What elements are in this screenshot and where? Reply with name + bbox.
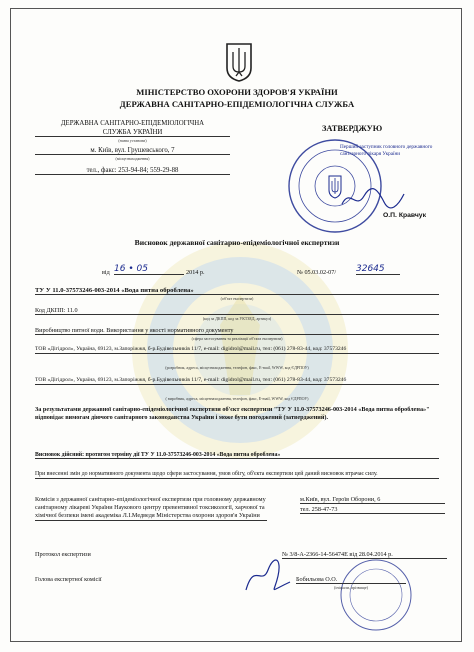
issuer-address-caption: (місцезнаходження) — [115, 156, 150, 161]
head-name: Бобильова О.О. — [296, 576, 406, 584]
object-manufacturer-caption: ( виробник, адреса, місцезнаходження, телефон, факс, E-mail, WWW, код ЄДРПОУ) — [165, 396, 309, 401]
object-manufacturer: ТОВ «Дігідрол», Україна, 69123, м.Запоріжжя, б-р.Будівельників 11/7, e-mail: digidrol@mail.ru, тел: (061) 278-83-44, код: 37573246 — [35, 376, 439, 385]
date-year: 2014 р. — [186, 269, 205, 276]
object-scope: Виробництво питної води. Використання у якості нормативного документу — [35, 327, 439, 335]
issuer-name-line1: ДЕРЖАВНА САНІТАРНО-ЕПІДЕМІОЛОГІЧНА — [60, 120, 205, 127]
protocol-value: № 3/8-А-2366-14-56474Е від 28.04.2014 р. — [282, 551, 447, 559]
approval-title: ЗАТВЕРДЖУЮ — [322, 124, 383, 133]
date-prefix: від — [102, 269, 110, 276]
object-developer: ТОВ «Дігідрол», Україна, 69123, м.Запоріжжя, б-р.Будівельників 11/7, e-mail: digidrol@mail.ru, тел: (061) 278-83-44, код: 37573246 — [35, 345, 439, 354]
ministry-title: МІНІСТЕРСТВО ОХОРОНИ ЗДОРОВ'Я УКРАЇНИ — [136, 87, 338, 97]
issuer-name-line2: СЛУЖБА УКРАЇНИ — [35, 129, 230, 137]
amendment-text: При внесенні змін до нормативного документа щодо сфери застосування, умов обігу, об'єкта експертизи цей даний висновок втрачає силу. — [35, 470, 439, 479]
object-scope-caption: (сфера застосування та реалізації об'єкта експертизи) — [191, 336, 283, 341]
commission-address: м.Київ, вул. Героїв Оборони, 6 — [300, 496, 445, 504]
signature-commission — [238, 556, 298, 596]
number-prefix: № 05.03.02-07/ — [297, 269, 337, 276]
head-label: Голова експертної комісії — [35, 576, 102, 583]
date-handwritten: 16 • 05 — [114, 264, 184, 275]
commission-stamp — [338, 557, 414, 633]
number-handwritten: 32645 — [356, 264, 400, 275]
object-name-caption: (об'єкт експертизи) — [220, 296, 254, 301]
coat-of-arms-icon — [225, 42, 253, 82]
service-title: ДЕРЖАВНА САНІТАРНО-ЕПІДЕМІОЛОГІЧНА СЛУЖБА — [119, 99, 355, 109]
validity-text: Висновок дійсний: протягом терміну дії ТУ У 11.0-37573246-003-2014 «Вода питна оброблена» — [35, 452, 439, 459]
issuer-phone: тел., факс: 253-94-84; 559-29-88 — [35, 167, 230, 175]
head-caption: (ініціали, прізвище) — [334, 585, 368, 590]
issuer-name-caption: (назва установи) — [118, 138, 147, 143]
object-name: ТУ У 11.0-37573246-003-2014 «Вода питна оброблена» — [35, 287, 439, 295]
commission-phone: тел. 258-47-73 — [300, 506, 445, 514]
signature-approval — [338, 186, 408, 212]
object-developer-caption: (розробник, адреса, місцезнаходження, телефон, факс, E-mail, WWW, код ЄДРПОУ) — [165, 365, 309, 370]
commission-text: Комісія з державної санітарно-епідеміологічної експертизи при головному державному санітарному лікареві України Наукового центру превентивної токсикології, харчової та хімічної безпеки імені академіка Л.І.Медведя Міністерства охорони здоров'я України — [35, 496, 266, 519]
signatory-name: О.П. Кравчук — [383, 212, 426, 219]
conclusion-text: За результатами державної санітарно-епідеміологічної експертизи об'єкт експертизи "ТУ У 11.0-37573246-003-2014 «Вода питна оброблена»" відповідає вимогам діючого санітарного законодавства України і може бути погоджений (затверджений). — [35, 406, 430, 421]
protocol-label: Протокол експертизи — [35, 551, 91, 558]
stamp-position-text: Перший заступник головного державного санітарного лікаря України — [340, 144, 433, 157]
document-title: Висновок державної санітарно-епідеміологічної експертизи — [134, 238, 340, 247]
issuer-address: м. Київ, вул. Грушевського, 7 — [35, 147, 230, 155]
object-code-caption: (код за ДКПП, код за УКТЗЕД, артикул) — [202, 316, 272, 321]
object-code: Код ДКПП: 11.0 — [35, 307, 439, 315]
